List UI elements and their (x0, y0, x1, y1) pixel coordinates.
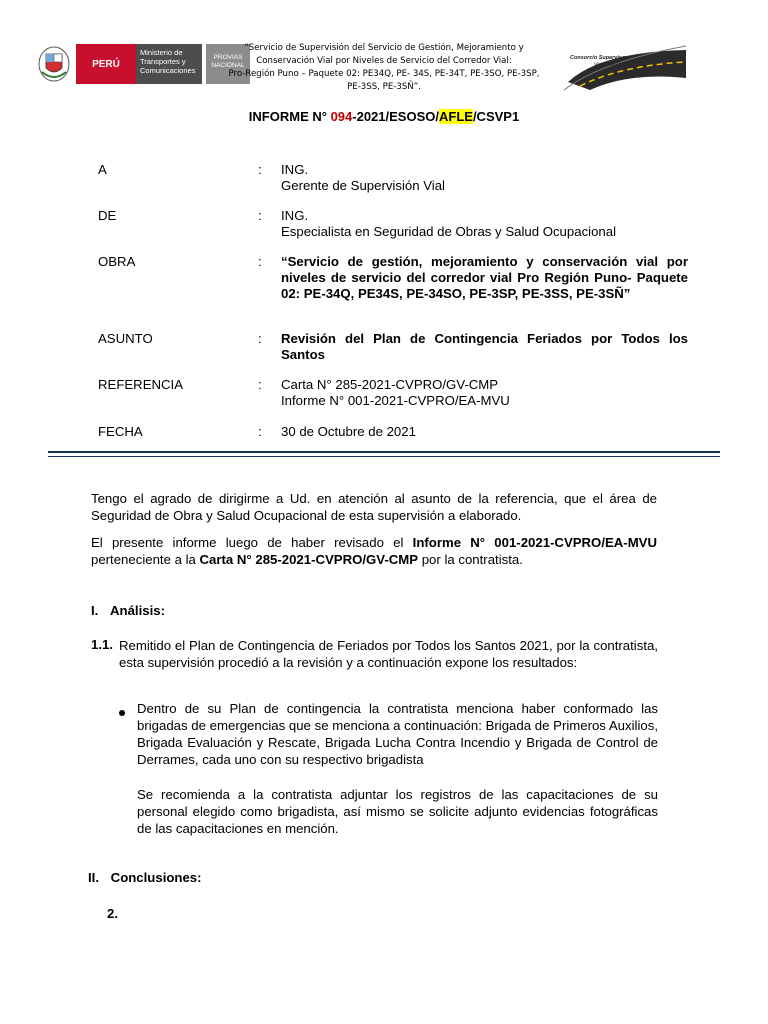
field-row-a (98, 162, 688, 194)
field-colon: : (258, 208, 262, 223)
field-colon: : (258, 162, 262, 177)
sender-title: ING. (281, 208, 309, 223)
peru-label: PERÚ (76, 44, 136, 84)
reference-report: Informe N° 001-2021-CVPRO/EA-MVU (281, 393, 510, 408)
consortium-logo (560, 42, 690, 94)
title-suffix: /CSVP1 (472, 109, 520, 124)
title-prefix: INFORME N° (248, 109, 331, 124)
field-row-asunto (98, 331, 688, 363)
field-colon: : (258, 254, 262, 269)
field-label: DE (98, 208, 117, 223)
field-value (281, 162, 688, 194)
mtc-logo (36, 40, 245, 90)
field-row-de (98, 208, 688, 240)
ministry-label: Ministerio de Transportes y Comunicaciones (136, 44, 202, 84)
section-number: I. (91, 603, 99, 618)
p2-text: perteneciente a la (91, 552, 200, 567)
p2-text: El presente informe luego de haber revisado el (91, 535, 413, 550)
highlighted-code: AFLE (438, 109, 473, 124)
field-colon: : (258, 424, 262, 439)
report-title (0, 109, 768, 124)
field-label: A (98, 162, 107, 177)
field-value (281, 377, 688, 409)
title-middle: -2021/ESOSO/ (352, 109, 439, 124)
recipient-role: Gerente de Supervisión Vial (281, 178, 445, 193)
item-2-label: 2. (107, 906, 118, 921)
bullet-icon (118, 705, 126, 713)
letter-reference: Carta N° 285-2021-CVPRO/GV-CMP (199, 552, 419, 567)
sender-role: Especialista en Seguridad de Obras y Salud Ocupacional (281, 224, 617, 239)
consortium-name: Consorcio Supervisor (570, 55, 628, 61)
field-label: REFERENCIA (98, 377, 183, 392)
field-row-referencia (98, 377, 688, 409)
field-value (281, 208, 688, 240)
service-line: Pro-Región Puno – Paquete 02: PE34Q, PE- 34S, PE-34T, PE-3SO, PE-3SP, (228, 69, 540, 79)
report-reference: Informe N° 001-2021-CVPRO/EA-MVU (412, 535, 657, 550)
recommendation-paragraph: Se recomienda a la contratista adjuntar los registros de las capacitaciones de su personal elegido como brigadista, así mismo se solicite adjunto evidencias fotográficas de las capacitaciones en mención. (137, 787, 658, 836)
conclusion-item-number (107, 906, 118, 921)
header-divider (48, 451, 720, 453)
report-number: 094 (330, 109, 353, 124)
reference-letter: Carta N° 285-2021-CVPRO/GV-CMP (281, 377, 499, 392)
section-title: Análisis: (110, 603, 165, 618)
provias-label: PROVIAS NACIONAL (206, 44, 250, 84)
field-row-fecha (98, 424, 688, 440)
field-colon: : (258, 331, 262, 346)
field-row-obra (98, 254, 688, 318)
recipient-title: ING. (281, 162, 309, 177)
section-heading-conclusions (88, 870, 202, 885)
p2-text: por la contratista. (418, 552, 523, 567)
service-line: PE-3SS, PE-3SÑ”. (347, 82, 421, 92)
service-description (220, 42, 548, 94)
section-number: II. (88, 870, 99, 885)
subject-value: Revisión del Plan de Contingencia Feriados por Todos los Santos (281, 331, 688, 362)
header-divider-thin (48, 456, 720, 457)
bullet-text: Dentro de su Plan de contingencia la contratista menciona haber conformado las brigadas de emergencias que se menciona a continuación: Brigada de Primeros Auxilios, Brigada Evaluación y Rescate, Brigada Lucha Contra Incendio y Brigada de Control de Derrames, cada uno con su respectivo brigadista (137, 701, 658, 767)
field-label: ASUNTO (98, 331, 153, 346)
intro-paragraph: Tengo el agrado de dirigirme a Ud. en atención al asunto de la referencia, que el área de Seguridad de Obra y Salud Ocupacional de esta supervisión a elaborado. (91, 491, 657, 523)
field-label: FECHA (98, 424, 143, 439)
review-paragraph (91, 534, 657, 568)
section-heading-analysis (91, 603, 165, 618)
date-value: 30 de Octubre de 2021 (281, 424, 416, 439)
item-1-1-text: Remitido el Plan de Contingencia de Feriados por Todos los Santos 2021, por la contratista, esta supervisión procedió a la revisión y a continuación expone los resultados: (119, 638, 658, 670)
project-name: “Servicio de gestión, mejoramiento y conservación vial por niveles de servicio del corredor vial Pro Región Puno- Paquete 02: PE-34Q, PE34S, PE-34SO, PE-3SP, PE-3SS, PE-3SÑ” (281, 254, 688, 301)
peru-coat-of-arms-icon (36, 42, 72, 84)
service-line: Conservación Vial por Niveles de Servicio del Corredor Vial: (256, 56, 512, 66)
service-line: “Servicio de Supervisión del Servicio de Gestión, Mejoramiento y (244, 43, 524, 53)
field-label: OBRA (98, 254, 136, 269)
item-number: 1.1. (91, 637, 113, 652)
section-title: Conclusiones: (110, 870, 202, 885)
consortium-subname: Vial Perú 1 (594, 62, 619, 68)
field-colon: : (258, 377, 262, 392)
